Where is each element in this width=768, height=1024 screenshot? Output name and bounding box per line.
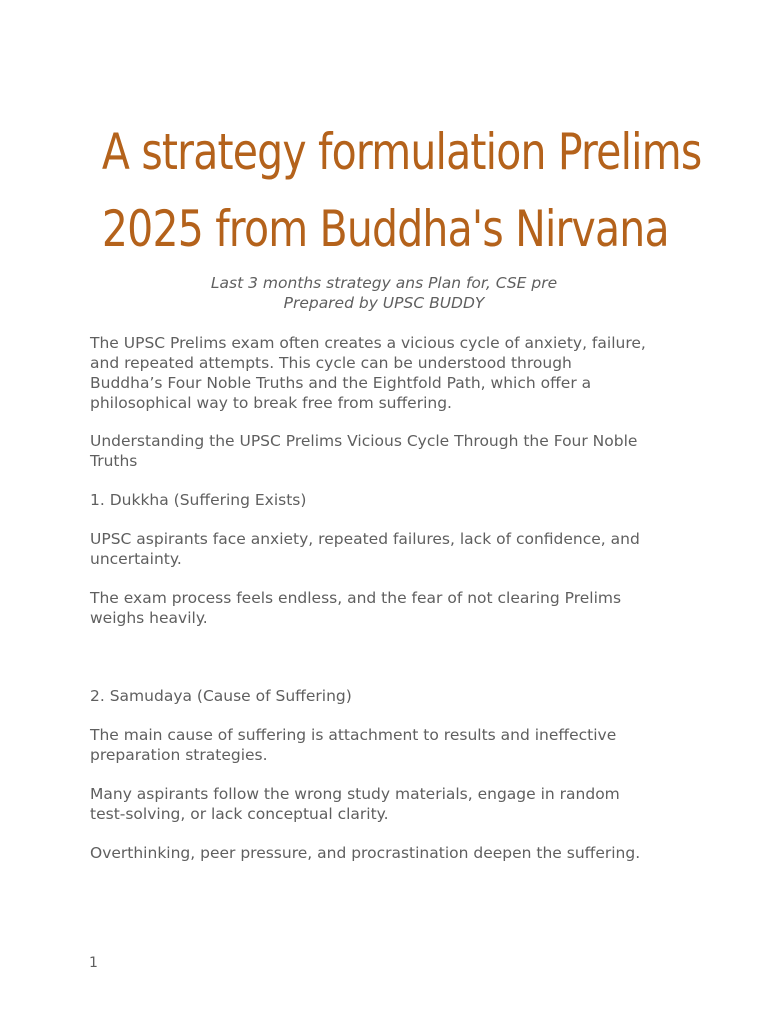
paragraph-line: test-solving, or lack conceptual clarity.: [90, 805, 389, 823]
subtitle-line: Prepared by UPSC BUDDY: [283, 294, 485, 312]
dukkha-paragraph-1: [90, 529, 690, 569]
paragraph-line: Overthinking, peer pressure, and procrastination deepen the suffering.: [90, 844, 641, 862]
paragraph-line: philosophical way to break free from suffering.: [90, 394, 452, 412]
paragraph-line: UPSC aspirants face anxiety, repeated failures, lack of confidence, and: [90, 530, 640, 548]
samudaya-paragraph-3: [90, 843, 690, 863]
paragraph-line: Truths: [90, 452, 138, 470]
document-title: [101, 114, 702, 268]
subtitle-line: Last 3 months strategy ans Plan for, CSE pre: [210, 274, 558, 292]
paragraph-line: The UPSC Prelims exam often creates a vicious cycle of anxiety, failure,: [90, 334, 646, 352]
paragraph-line: Understanding the UPSC Prelims Vicious Cycle Through the Four Noble: [90, 432, 638, 450]
document-subtitle: [90, 273, 678, 313]
dukkha-heading: [90, 490, 690, 510]
paragraph-line: 2. Samudaya (Cause of Suffering): [90, 687, 352, 705]
dukkha-paragraph-2: [90, 588, 690, 628]
paragraph-line: 1. Dukkha (Suffering Exists): [90, 491, 307, 509]
paragraph-line: weighs heavily.: [90, 609, 208, 627]
intro-paragraph: [90, 333, 690, 413]
paragraph-line: Many aspirants follow the wrong study materials, engage in random: [90, 785, 620, 803]
samudaya-paragraph-1: [90, 725, 690, 765]
page-number: 1: [89, 955, 98, 971]
title-line: 2025 from Buddha's Nirvana: [101, 200, 669, 258]
section-heading-paragraph: [90, 431, 690, 471]
paragraph-line: Buddha’s Four Noble Truths and the Eightfold Path, which offer a: [90, 374, 592, 392]
paragraph-line: The main cause of suffering is attachment to results and ineffective: [90, 726, 617, 744]
paragraph-line: The exam process feels endless, and the fear of not clearing Prelims: [90, 589, 622, 607]
paragraph-line: uncertainty.: [90, 550, 182, 568]
paragraph-line: preparation strategies.: [90, 746, 268, 764]
title-line: A strategy formulation Prelims: [101, 123, 702, 181]
paragraph-line: and repeated attempts. This cycle can be understood through: [90, 354, 572, 372]
samudaya-heading: [90, 686, 690, 706]
samudaya-paragraph-2: [90, 784, 690, 824]
